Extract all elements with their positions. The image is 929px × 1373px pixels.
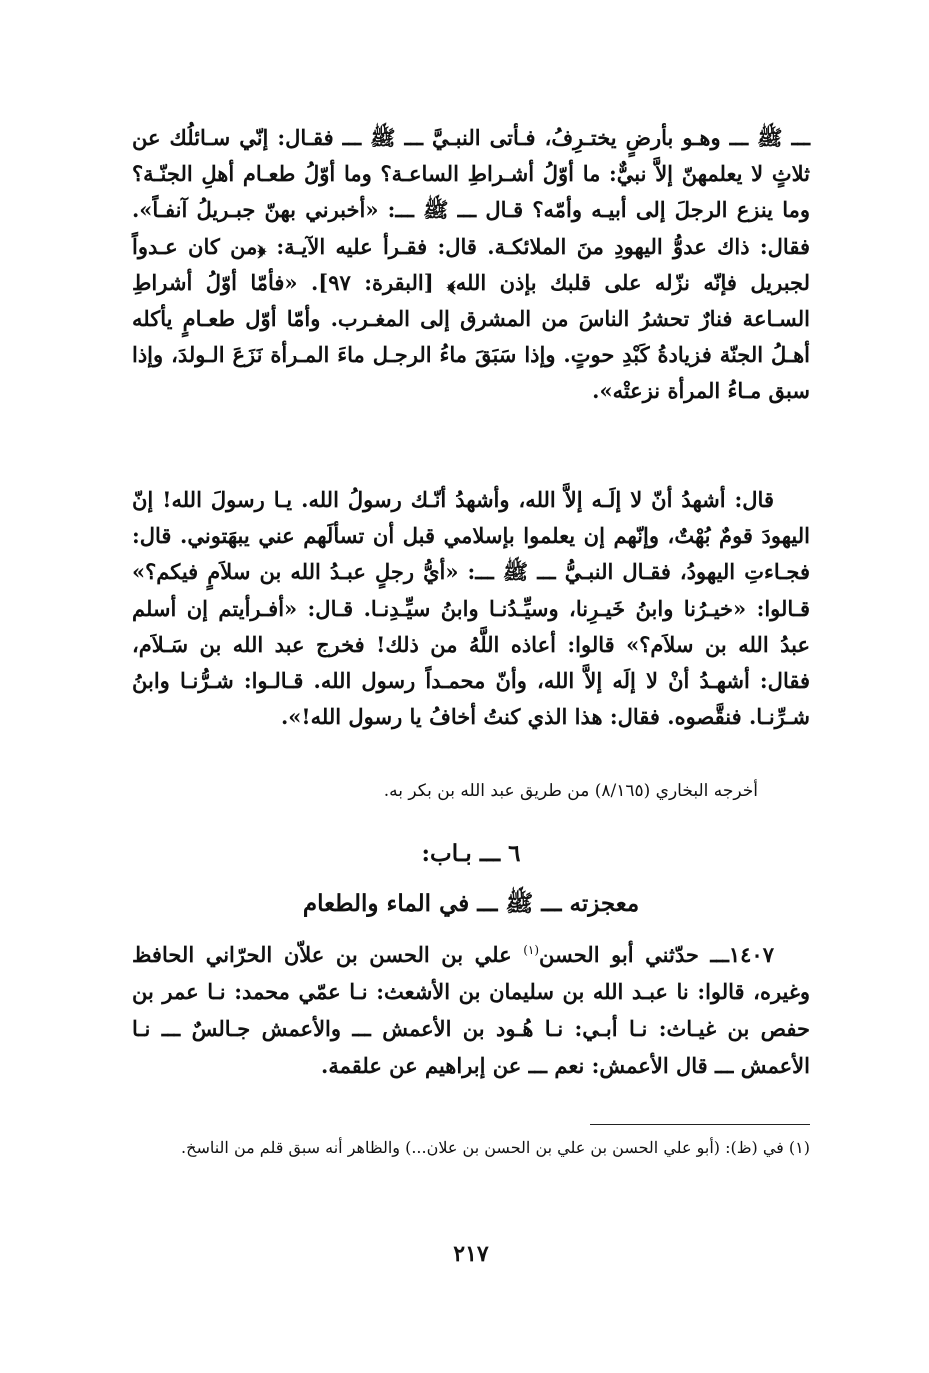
hadith-1407-opening: ١٤٠٧ـــ حدّثني أبو الحسن xyxy=(539,942,774,967)
chapter-heading-title: معجزته ـــ ﷺ ـــ في الماء والطعام xyxy=(302,890,640,917)
source-citation: أخرجه البخاري (٨/١٦٥) من طريق عبد الله بن بكر به. xyxy=(383,781,758,801)
page-number: ٢١٧ xyxy=(453,1241,489,1267)
paragraph-hadith-1407 xyxy=(132,932,810,1084)
footnote-separator xyxy=(590,1124,810,1125)
paragraph-abdullah-bin-salam: قال: أشهدُ أنّ لا إلَـه إلاَّ الله، وأشهدُ أنّـك رسولُ الله. يـا رسولَ الله! إنّ اليهودَ قومٌ بُهْتٌ، وإنّهم إن يعلموا بإسلامي قبل أن تسألَهم عني يبهَتوني. قال: فجـاءتِ اليهودُ، فقـال النبـيُّ ـــ ﷺ ـــ: «أيُّ رجلٍ عبـدُ الله بن سلاَمٍ فيكم؟» قـالوا: «خيـرُنا وابنُ خَيـرِنا، وسيِّـدُنـا وابنُ سيِّـدِنـا. قـال: «أفـرأيتم إن أسلم عبدُ الله بن سلاَم؟» قالوا: أعاذه اللَّهُ من ذلك! فخرج عبد الله بن سَـلاَم، فقال: أشهـدُ أنْ لا إلَه إلاَّ الله، وأنّ محمـداً رسول الله. قـالـوا: شـرُّنـا وابنُ شـرِّنـا. فنقَّصوه. فقال: هذا الذي كنتُ أخافُ يا رسول الله!». xyxy=(132,487,810,730)
footnote-marker: (١) xyxy=(523,943,540,957)
chapter-heading-number: ٦ ـــ بـاب: xyxy=(421,840,521,867)
hadith-1407-chain: علي بن الحسن بن علاّن الحرّاني الحافظ وغيره، قالوا: نا عبـد الله بن سليمان بن الأشعث: نـا عمّي محمد: نـا عمر بن حفص بن غيـاث: نـا أبـي: نـا هُـود بن الأعمش ـــ والأعمش جـالسٌ ـــ نـا الأعمش ـــ قال الأعمش: نعم ـــ عن إبراهيم عن علقمة. xyxy=(132,942,810,1078)
footnote-1: (١) في (ظ): (أبو علي الحسن بن علي بن الحسن بن علان...) والظاهر أنه سبق قلم من الناسخ. xyxy=(181,1138,810,1157)
paragraph-hadith-continuation: ـــ ﷺ ـــ وهـو بأرضٍ يختـرِفُ، فـأتى النبـيَّ ـــ ﷺ ـــ فقـال: إنّي سـائلُك عن ثلاثٍ لا يعلمهنّ إلاَّ نبيٌّ: ما أوّلُ أشـراطِ الساعـة؟ وما أوّلُ طعـام أهلِ الجنّـة؟ وما ينزع الرجلَ إلى أبيـه وأمّه؟ قـال ـــ ﷺ ـــ: «أخبرني بهنّ جبـريلُ آنفـاً». فقال: ذاك عدوُّ اليهودِ منَ الملائكـة. قال: فقـرأ عليه الآيـة: ﴿من كان عـدواً لجبريل فإنّه نزّله على قلبك بإذن الله﴾ [البقرة: ٩٧]. «فأمّا أوّلُ أشراطِ السـاعة فنارٌ تحشرُ الناسَ من المشرق إلى المغـرب. وأمّا أوّل طعـامٍ يأكله أهـلُ الجنّة فزيادةُ كَبْدِ حوتٍ. وإذا سَبَقَ ماءُ الرجـل ماءَ المـرأة نَزَعَ الـولدَ، وإذا سبق مـاءُ المرأة نزعتْه». xyxy=(132,125,810,404)
